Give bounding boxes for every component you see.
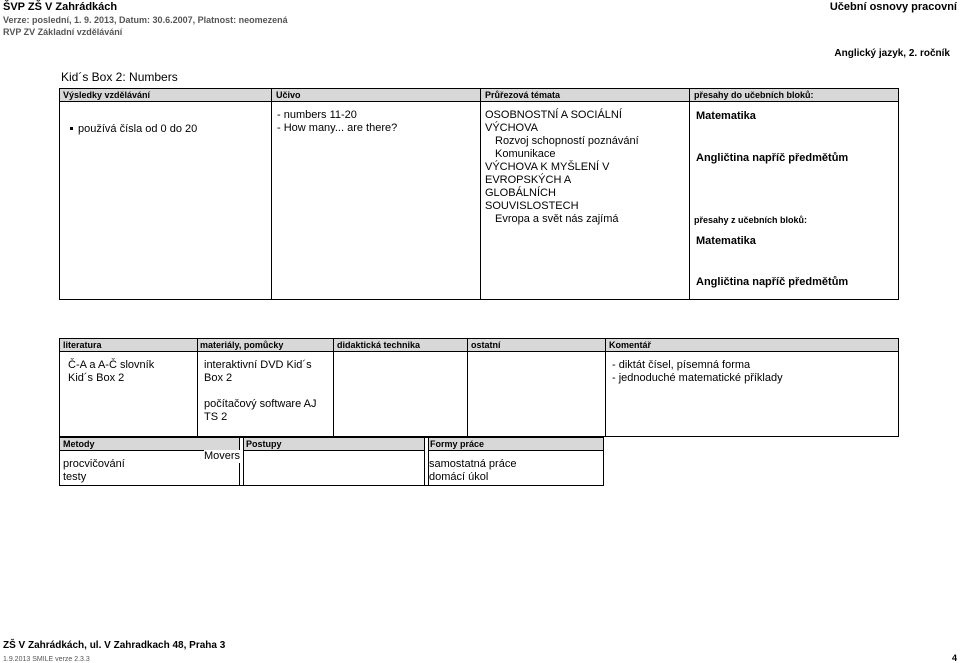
- outcomes-table-header: [60, 89, 898, 102]
- crosscut-line: Evropa a svět nás zajímá: [495, 213, 619, 225]
- header-methods: Metody: [63, 439, 95, 449]
- crosscut-themes: [485, 109, 639, 226]
- header-forms: Formy práce: [430, 439, 485, 449]
- footer-build: 1.9.2013 SMILE verze 2.3.3: [3, 656, 90, 663]
- rvp-line: RVP ZV Základní vzdělávání: [3, 27, 123, 37]
- procedure-item: Movers: [204, 450, 241, 462]
- crosscut-line: Rozvoj schopností poznávání: [495, 135, 639, 147]
- comment-item: - diktát čísel, písemná forma: [612, 359, 751, 371]
- header-other: ostatní: [471, 340, 501, 350]
- forms-header: [428, 438, 603, 451]
- version-line: Verze: poslední, 1. 9. 2013, Datum: 30.6.2007, Platnost: neomezená: [3, 15, 288, 25]
- document-type: Učební osnovy pracovní: [829, 1, 957, 13]
- subject-label: Anglický jazyk, 2. ročník: [834, 48, 950, 59]
- crosscut-line: SOUVISLOSTECH: [485, 200, 579, 212]
- crosscut-line: OSOBNOSTNÍ A SOCIÁLNÍ: [485, 109, 622, 121]
- header-materials: materiály, pomůcky: [200, 340, 284, 350]
- header-technology: didaktická technika: [337, 340, 421, 350]
- document-title: ŠVP ZŠ V Zahrádkách: [3, 1, 118, 13]
- procedures-header: [243, 438, 425, 451]
- overlaps-from-label: přesahy z učebních bloků:: [694, 215, 808, 225]
- crosscut-line: VÝCHOVA K MYŠLENÍ V: [485, 161, 610, 173]
- curriculum-item: - How many... are there?: [277, 122, 398, 134]
- overlap-from-item: Angličtina napříč předmětům: [696, 276, 849, 288]
- resources-table: [59, 338, 899, 437]
- method-item: testy: [63, 471, 87, 483]
- header-curriculum: Učivo: [276, 90, 301, 100]
- material-item: interaktivní DVD Kid´s: [204, 359, 312, 371]
- footer-school: ZŠ V Zahrádkách, ul. V Zahradkach 48, Praha 3: [3, 640, 226, 651]
- learning-outcome: používá čísla od 0 do 20: [78, 123, 198, 135]
- form-item: samostatná práce: [429, 458, 517, 470]
- resources-table-header: [60, 339, 898, 352]
- material-item: Box 2: [204, 372, 233, 384]
- form-item: domácí úkol: [429, 471, 489, 483]
- outcomes-table: [59, 88, 899, 300]
- crosscut-line: VÝCHOVA: [485, 122, 538, 134]
- header-crosscut: Průřezová témata: [485, 90, 561, 100]
- section-title: Kid´s Box 2: Numbers: [61, 70, 178, 84]
- literature-item: Kid´s Box 2: [68, 372, 125, 384]
- header-comment: Komentář: [609, 340, 652, 350]
- comment-item: - jednoduché matematické příklady: [612, 372, 783, 384]
- curriculum-item: - numbers 11-20: [277, 109, 357, 121]
- overlap-to-item: Matematika: [696, 110, 756, 122]
- literature-item: Č-A a A-Č slovník: [68, 359, 155, 371]
- material-item: počítačový software AJ: [204, 398, 317, 410]
- material-item: TS 2: [204, 411, 228, 423]
- overlap-from-item: Matematika: [696, 235, 756, 247]
- header-overlaps-to: přesahy do učebních bloků:: [694, 90, 814, 100]
- bullet-icon: [70, 127, 73, 130]
- page-number: 4: [951, 653, 957, 663]
- crosscut-line: Komunikace: [495, 148, 556, 160]
- header-outcomes: Výsledky vzdělávání: [63, 90, 151, 100]
- crosscut-line: EVROPSKÝCH A: [485, 174, 572, 186]
- crosscut-line: GLOBÁLNÍCH: [485, 187, 556, 199]
- header-literature: literatura: [63, 340, 102, 350]
- header-procedures: Postupy: [246, 439, 282, 449]
- overlap-to-item: Angličtina napříč předmětům: [696, 152, 849, 164]
- methods-table: [59, 437, 604, 486]
- method-item: procvičování: [63, 458, 125, 470]
